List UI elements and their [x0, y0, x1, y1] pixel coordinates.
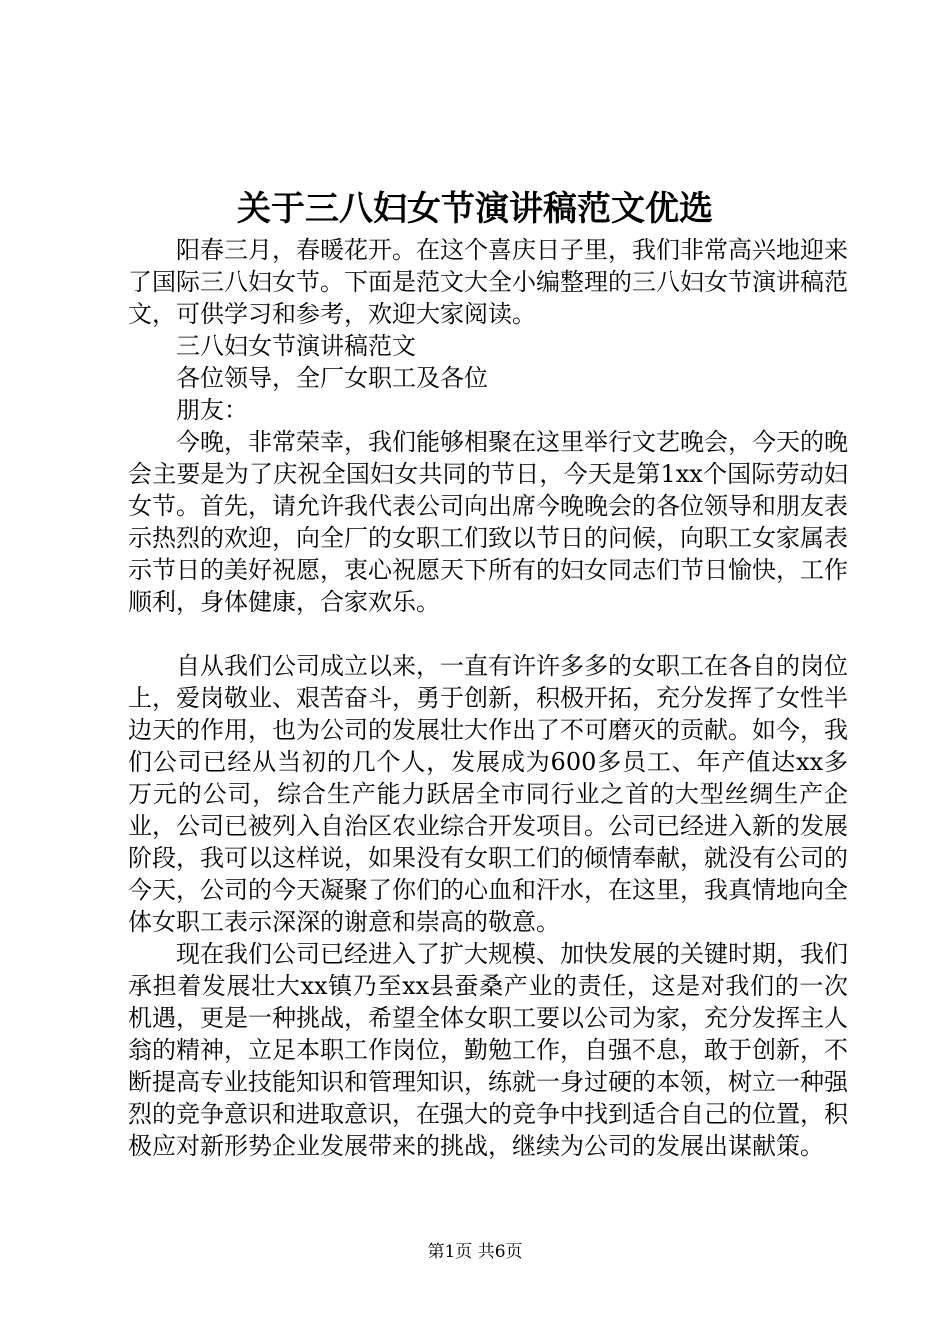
- page-number-footer: 第1页 共6页: [427, 1242, 523, 1262]
- intro-paragraph: 阳春三月，春暖花开。在这个喜庆日子里，我们非常高兴地迎来了国际三八妇女节。下面是范文大全小编整理的三八妇女节演讲稿范文，可供学习和参考，欢迎大家阅读。: [128, 236, 848, 328]
- body-paragraph: 现在我们公司已经进入了扩大规模、加快发展的关键时期，我们承担着发展壮大xx镇乃至xx县蚕桑产业的责任，这是对我们的一次机遇，更是一种挑战，希望全体女职工要以公司为家，充分发挥主人翁的精神，立足本职工作岗位，勤勉工作，自强不息，敢于创新，不断提高专业技能知识和管理知识，练就一身过硬的本领，树立一种强烈的竞争意识和进取意识，在强大的竞争中找到适合自己的位置，积极应对新形势企业发展带来的挑战，继续为公司的发展出谋献策。: [128, 940, 848, 1160]
- body-paragraph: 今晚，非常荣幸，我们能够相聚在这里举行文艺晚会，今天的晚会主要是为了庆祝全国妇女共同的节日，今天是第1xx个国际劳动妇女节。首先，请允许我代表公司向出席今晚晚会的各位领导和朋友表示热烈的欢迎，向全厂的女职工们致以节日的问候，向职工女家属表示节日的美好祝愿，衷心祝愿天下所有的妇女同志们节日愉快，工作顺利，身体健康，合家欢乐。: [128, 428, 848, 616]
- salutation-line: 各位领导，全厂女职工及各位: [176, 364, 488, 392]
- speech-heading: 三八妇女节演讲稿范文: [176, 332, 416, 360]
- document-title: 关于三八妇女节演讲稿范文优选: [237, 189, 713, 229]
- document-body: [128, 234, 848, 1162]
- body-paragraph: 自从我们公司成立以来，一直有许许多多的女职工在各自的岗位上，爱岗敬业、艰苦奋斗，勇于创新，积极开拓，充分发挥了女性半边天的作用，也为公司的发展壮大作出了不可磨灭的贡献。如今，我们公司已经从当初的几个人，发展成为600多员工、年产值达xx多万元的公司，综合生产能力跃居全市同行业之首的大型丝绸生产企业，公司已被列入自治区农业综合开发项目。公司已经进入新的发展阶段，我可以这样说，如果没有女职工们的倾情奉献，就没有公司的今天，公司的今天凝聚了你们的心血和汗水，在这里，我真情地向全体女职工表示深深的谢意和崇高的敬意。: [128, 652, 848, 936]
- salutation-continuation: 朋友：: [176, 396, 248, 424]
